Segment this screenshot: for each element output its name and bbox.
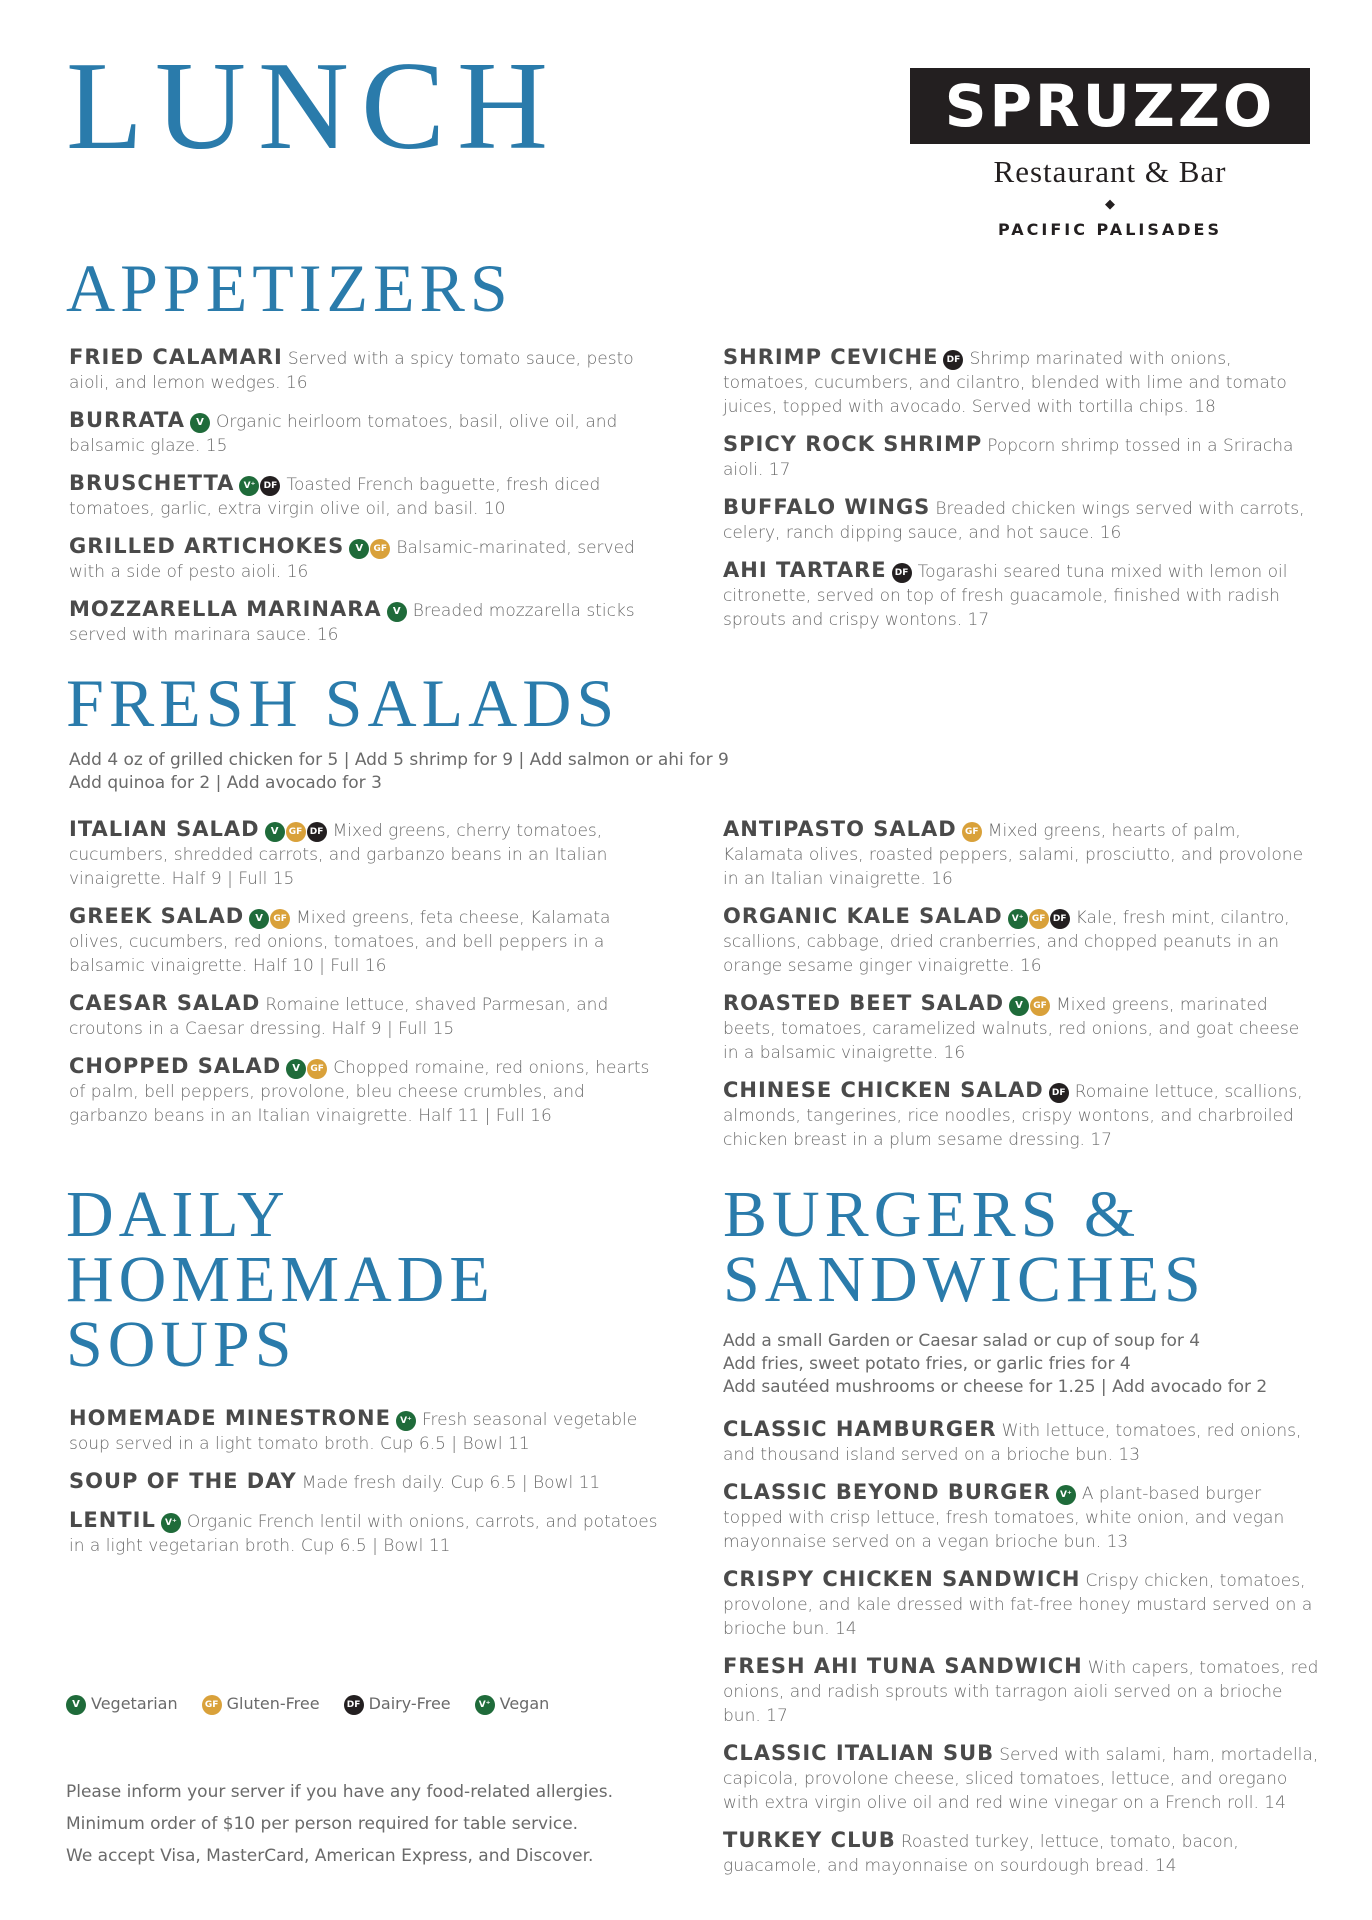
menu-item-name: GREEK SALAD [69,904,245,928]
menu-item-name: ITALIAN SALAD [69,817,260,841]
menu-item [723,559,1313,632]
salads-heading: FRESH SALADS [66,665,620,741]
gluten-free-icon: GF [1029,909,1049,929]
menu-item [69,535,669,584]
menu-item-name: SPICY ROCK SHRIMP [723,432,983,456]
menu-item-description: Mixed greens, feta cheese, Kalamata olives, cucumbers, red onions, tomatoes, and bell peppers in a balsamic vinaigrette. Half 10 | Full 16 [69,908,611,976]
burgers-heading [723,1178,1343,1316]
menu-item-description: Mixed greens, hearts of palm, Kalamata olives, roasted peppers, salami, prosciutto, and provolone in an Italian vinaigrette. 16 [723,821,1304,889]
logo-location: PACIFIC PALISADES [998,220,1222,239]
menu-item-name: ROASTED BEET SALAD [723,991,1005,1015]
menu-item [69,472,669,521]
menu-item [69,1055,669,1128]
addon-line: Add a small Garden or Caesar salad or cup of soup for 4 [723,1331,1201,1351]
vegetarian-icon: V [190,413,210,433]
menu-item-description: A plant-based burger topped with crisp lettuce, fresh tomatoes, white onion, and vegan mayonnaise served on a vegan brioche bun. 13 [723,1484,1285,1552]
vegan-icon: V⁺ [239,476,259,496]
menu-item-description: With lettuce, tomatoes, red onions, and thousand island served on a brioche bun. 13 [723,1421,1302,1465]
menu-item-name: CHINESE CHICKEN SALAD [723,1078,1044,1102]
menu-item-description: Fresh seasonal vegetable soup served in a light tomato broth. Cup 6.5 | Bowl 11 [69,1410,638,1454]
menu-item-description: Breaded mozzarella sticks served with marinara sauce. 16 [69,601,635,645]
dairy-free-icon: DF [892,563,912,583]
gluten-free-icon: GF [286,822,306,842]
menu-item-description: Organic French lentil with onions, carrots, and potatoes in a light vegetarian broth. Cup 6.5 | Bowl 11 [69,1512,658,1556]
menu-item-name: HOMEMADE MINESTRONE [69,1406,391,1430]
legend-label: Vegetarian [91,1694,178,1713]
menu-item-description: Crispy chicken, tomatoes, provolone, and kale dressed with fat-free honey mustard served on a brioche bun. 14 [723,1571,1313,1639]
soups-heading-line: SOUPS [66,1308,297,1381]
addon-line: Add 4 oz of grilled chicken for 5 | Add 5 shrimp for 9 | Add salmon or ahi for 9 [69,750,729,770]
menu-item [69,346,669,395]
dairy-free-icon: DF [1049,1083,1069,1103]
menu-item-description: Popcorn shrimp tossed in a Sriracha aioli. 17 [723,436,1294,480]
soups-heading [66,1178,626,1381]
menu-item-name: CLASSIC BEYOND BURGER [723,1480,1051,1504]
menu-item [723,1079,1313,1152]
menu-item-name: BURRATA [69,408,185,432]
menu-item [723,433,1313,482]
menu-item-description: Shrimp marinated with onions, tomatoes, cucumbers, and cilantro, blended with lime and tomato juices, topped with avocado. Served with tortilla chips. 18 [723,349,1287,417]
menu-item [723,1655,1323,1728]
menu-item [723,905,1313,978]
burgers-heading-line: BURGERS & [723,1178,1141,1251]
menu-item-name: AHI TARTARE [723,558,887,582]
menu-item-name: CLASSIC ITALIAN SUB [723,1741,995,1765]
menu-item-description: Toasted French baguette, fresh diced tomatoes, garlic, extra virgin olive oil, and basil. 10 [69,475,601,519]
vegetarian-icon: V [265,822,285,842]
menu-item-name: FRIED CALAMARI [69,345,283,369]
legend-label: Gluten-Free [226,1694,320,1713]
menu-item [723,1829,1323,1878]
dietary-legend [66,1694,573,1715]
footer-notes [66,1776,613,1872]
menu-item [723,1568,1323,1641]
menu-item [69,818,669,891]
menu-item [723,1742,1323,1815]
menu-item [69,409,669,458]
page-title: LUNCH [66,37,560,176]
dairy-free-icon: DF [344,1695,364,1715]
vegetarian-icon: V [286,1059,306,1079]
menu-item [69,1470,669,1495]
menu-item-description: Made fresh daily. Cup 6.5 | Bowl 11 [301,1473,601,1493]
menu-item-name: CAESAR SALAD [69,991,261,1015]
menu-item-name: SOUP OF THE DAY [69,1469,297,1493]
legend-entry [66,1694,178,1715]
addon-line: Add quinoa for 2 | Add avocado for 3 [69,773,382,793]
soups-column [69,1407,669,1572]
restaurant-logo [910,68,1310,239]
vegan-icon: V⁺ [161,1513,181,1533]
menu-item-name: ANTIPASTO SALAD [723,817,957,841]
menu-item-name: TURKEY CLUB [723,1828,896,1852]
burgers-addons [723,1330,1323,1399]
soups-heading-line: DAILY [66,1178,290,1251]
menu-item [723,992,1313,1065]
appetizers-right-column [723,346,1313,646]
vegan-icon: V⁺ [1056,1485,1076,1505]
menu-item-description: Served with a spicy tomato sauce, pesto aioli, and lemon wedges. 16 [69,349,634,393]
menu-item-name: CRISPY CHICKEN SANDWICH [723,1567,1081,1591]
menu-item [69,598,669,647]
menu-item-name: SHRIMP CEVICHE [723,345,939,369]
dairy-free-icon: DF [260,476,280,496]
legend-label: Dairy-Free [368,1694,451,1713]
burgers-column [723,1418,1323,1892]
burgers-heading-line: SANDWICHES [723,1243,1206,1316]
logo-subtitle: Restaurant & Bar [993,154,1227,189]
gluten-free-icon: GF [962,822,982,842]
menu-item [69,1509,669,1558]
addon-line: Add fries, sweet potato fries, or garlic fries for 4 [723,1354,1131,1374]
gluten-free-icon: GF [270,909,290,929]
menu-item [723,818,1313,891]
menu-item-description: Breaded chicken wings served with carrots, celery, ranch dipping sauce, and hot sauce. 16 [723,499,1305,543]
menu-item-name: MOZZARELLA MARINARA [69,597,382,621]
gluten-free-icon: GF [370,539,390,559]
menu-item [69,1407,669,1456]
soups-heading-line: HOMEMADE [66,1243,495,1316]
menu-item-description: Balsamic-marinated, served with a side of pesto aioli. 16 [69,538,635,582]
menu-item-description: Organic heirloom tomatoes, basil, olive oil, and balsamic glaze. 15 [69,412,618,456]
menu-item-name: CLASSIC HAMBURGER [723,1417,997,1441]
menu-item [723,1481,1323,1554]
vegan-icon: V⁺ [1008,909,1028,929]
legend-entry [344,1694,451,1715]
logo-name: SPRUZZO [910,68,1310,144]
legend-label: Vegan [499,1694,550,1713]
menu-item [69,905,669,978]
menu-item-name: BRUSCHETTA [69,471,235,495]
gluten-free-icon: GF [307,1059,327,1079]
menu-item-description: Mixed greens, cherry tomatoes, cucumbers, shredded carrots, and garbanzo beans in an Italian vinaigrette. Half 9 | Full 15 [69,821,608,889]
vegetarian-icon: V [349,539,369,559]
menu-item-description: Kale, fresh mint, cilantro, scallions, cabbage, dried cranberries, and chopped peanuts in an orange sesame ginger vinaigrette. 16 [723,908,1290,976]
menu-item-description: Served with salami, ham, mortadella, capicola, provolone cheese, sliced tomatoes, lettuce, and oregano with extra virgin olive oil and red wine vinegar on a French roll. 14 [723,1745,1319,1813]
menu-item-description: Togarashi seared tuna mixed with lemon oil citronette, served on top of fresh guacamole, finished with radish sprouts and crispy wontons. 17 [723,562,1288,630]
gluten-free-icon: GF [202,1695,222,1715]
footer-line: Minimum order of $10 per person required for table service. [66,1814,579,1834]
appetizers-left-column [69,346,669,661]
legend-entry [202,1694,320,1715]
menu-item [723,496,1313,545]
menu-item-description: Mixed greens, marinated beets, tomatoes, caramelized walnuts, red onions, and goat cheese in a balsamic vinaigrette. 16 [723,995,1300,1063]
menu-item [723,346,1313,419]
dairy-free-icon: DF [1050,909,1070,929]
menu-item-name: GRILLED ARTICHOKES [69,534,345,558]
vegan-icon: V⁺ [396,1411,416,1431]
legend-entry [475,1694,550,1715]
vegetarian-icon: V [249,909,269,929]
salads-right-column [723,818,1313,1166]
dairy-free-icon: DF [307,822,327,842]
diamond-icon: ◆ [1105,196,1115,211]
vegetarian-icon: V [66,1695,86,1715]
addon-line: Add sautéed mushrooms or cheese for 1.25 | Add avocado for 2 [723,1377,1268,1397]
menu-item-description: Romaine lettuce, shaved Parmesan, and croutons in a Caesar dressing. Half 9 | Full 15 [69,995,609,1039]
menu-item-description: Roasted turkey, lettuce, tomato, bacon, guacamole, and mayonnaise on sourdough bread. 14 [723,1832,1239,1876]
footer-line: We accept Visa, MasterCard, American Express, and Discover. [66,1846,594,1866]
menu-item-description: With capers, tomatoes, red onions, and radish sprouts with tarragon aioli served on a brioche bun. 17 [723,1658,1319,1726]
menu-item-name: ORGANIC KALE SALAD [723,904,1003,928]
vegetarian-icon: V [387,602,407,622]
salads-addons [69,749,869,795]
menu-item-name: LENTIL [69,1508,156,1532]
menu-item [69,992,669,1041]
vegan-icon: V⁺ [475,1695,495,1715]
menu-item-name: FRESH AHI TUNA SANDWICH [723,1654,1083,1678]
vegetarian-icon: V [1009,996,1029,1016]
menu-item [723,1418,1323,1467]
menu-item-description: Romaine lettuce, scallions, almonds, tangerines, rice noodles, crispy wontons, and charbroiled chicken breast in a plum sesame dressing. 17 [723,1082,1303,1150]
appetizers-heading: APPETIZERS [66,250,513,326]
dairy-free-icon: DF [943,350,963,370]
menu-item-name: BUFFALO WINGS [723,495,931,519]
salads-left-column [69,818,669,1142]
menu-item-description: Chopped romaine, red onions, hearts of palm, bell peppers, provolone, bleu cheese crumbles, and garbanzo beans in an Italian vinaigrette. Half 11 | Full 16 [69,1058,650,1126]
menu-item-name: CHOPPED SALAD [69,1054,282,1078]
footer-line: Please inform your server if you have any food-related allergies. [66,1782,613,1802]
gluten-free-icon: GF [1030,996,1050,1016]
